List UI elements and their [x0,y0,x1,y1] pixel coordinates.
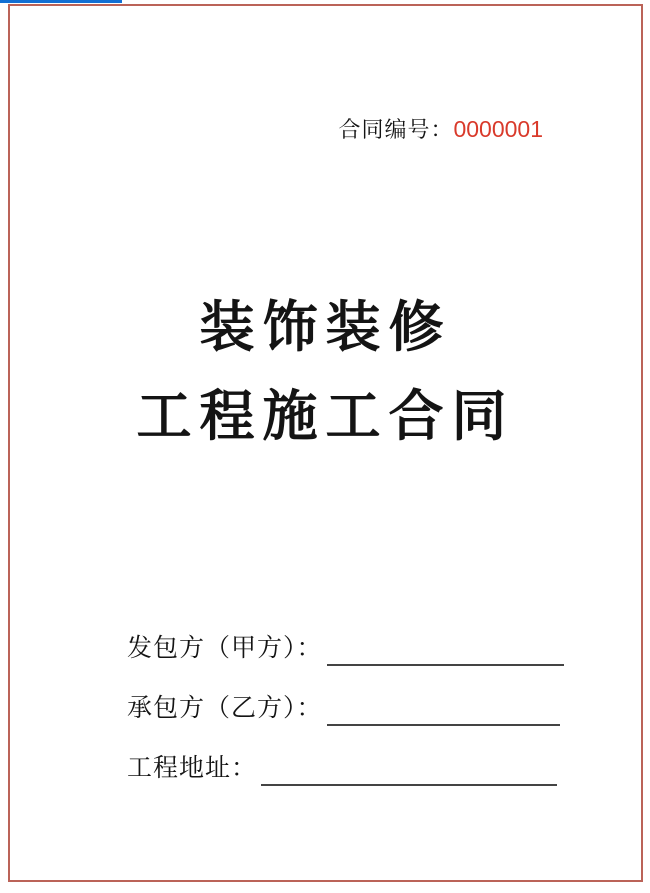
title-block [10,297,641,447]
project-address-label: 工程地址： [127,755,258,782]
party-a-fill-line [327,634,564,666]
contract-number-value: 0000001 [453,116,543,142]
field-row-party-b [127,692,560,726]
title-line-2: 工程施工合同 [136,386,515,447]
top-blue-bar [0,0,122,3]
field-row-project-address [127,752,557,786]
page-border [8,4,643,882]
party-a-label: 发包方（甲方）： [127,635,323,662]
contract-number-label: 合同编号： [338,117,454,142]
party-b-label: 承包方（乙方）： [127,695,323,722]
title-line-1: 装饰装修 [199,297,452,358]
field-row-party-a [127,632,564,666]
contract-number-line [338,114,543,145]
project-address-fill-line [261,754,557,786]
party-b-fill-line [327,694,560,726]
